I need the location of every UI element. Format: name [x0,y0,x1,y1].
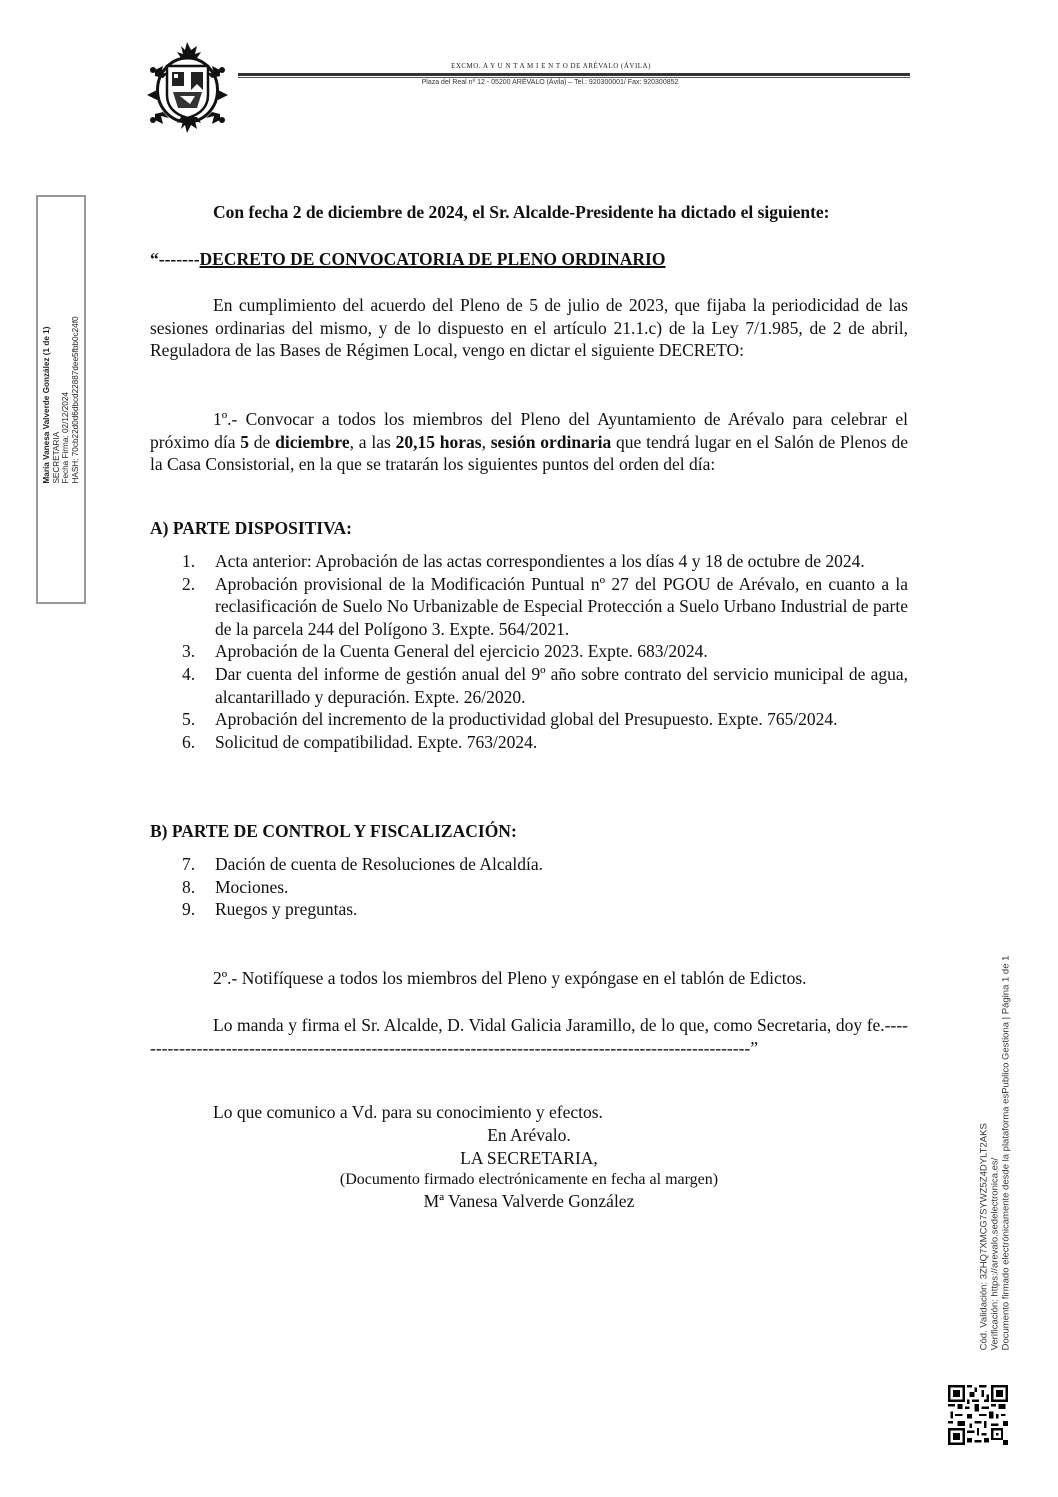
text-run: , [481,431,491,452]
bold-time: 20,15 horas [395,431,482,452]
agenda-item [150,853,908,876]
section-a-list [150,550,908,753]
signer-name: Mª Vanesa Valverde González [423,1191,635,1211]
bold-month: diciembre [275,431,350,452]
item-number: 1. [182,551,196,571]
signed-note: (Documento firmado electrónicamente en fecha al margen) [339,1171,719,1188]
letterhead-address: Plaza del Real nº 12 - 05200 ARÉVALO (Ávila) – Tel.: 920300001/ Fax: 920300852 [421,79,679,86]
letterhead-rule-thin [238,77,910,78]
item-number: 5. [182,709,196,730]
item-text: Ruegos y preguntas. [215,899,358,920]
stamp-date: Fecha Firma: 02/12/2024 [61,391,70,484]
agenda-item [150,663,908,708]
item-number: 3. [182,641,196,662]
agenda-item [150,550,908,573]
text-run: , a las [349,431,396,452]
item-number: 2. [182,573,196,594]
decree-prefix: “------- [150,249,200,269]
item-text: Aprobación del incremento de la productividad global del Presupuesto. Expte. 765/2024. [215,709,838,730]
decree-title: DECRETO DE CONVOCATORIA DE PLENO ORDINARIO [199,249,666,269]
stamp-hash: HASH: 70cb22d0d6dbcd22887dee5fbb0c24f0 [70,315,80,484]
validation-code: Cód. Validación: 3ZHQ7XMCG7SYWZ5Z4DYLT2AKS [978,1122,990,1350]
signer-role: LA SECRETARIA, [460,1148,598,1168]
item-text: Solicitud de compatibilidad. Expte. 763/2024. [215,731,538,752]
second-resolution-paragraph: 2º.- Notifíquese a todos los miembros del Pleno y expóngase en el tablón de Edictos. [213,968,807,988]
agenda-item [150,898,908,921]
section-a-title: A) PARTE DISPOSITIVA: [150,518,352,538]
letterhead-rule-thick [238,73,910,76]
stamp-role: SECRETARIA [51,431,61,484]
agenda-item [150,573,908,641]
letterhead-title: EXCMO. A Y U N T A M I E N T O DE ARÉVALO (ÁVILA) [451,62,651,70]
place-line: En Arévalo. [487,1125,571,1145]
item-text: Acta anterior: Aprobación de las actas correspondientes a los días 4 y 18 de octubre de 2024. [215,551,865,571]
agenda-item [150,876,908,899]
section-b-list [150,853,908,921]
item-text: Dación de cuenta de Resoluciones de Alcaldía. [215,854,544,874]
signature-stamp-text [42,316,80,483]
first-resolution-paragraph [150,408,908,476]
item-text: Mociones. [215,876,289,897]
municipal-crest-logo [145,40,230,135]
item-text: Aprobación de la Cuenta General del ejercicio 2023. Expte. 683/2024. [215,641,708,662]
item-number: 8. [182,876,196,897]
decree-heading [150,248,908,271]
section-b-title: B) PARTE DE CONTROL Y FISCALIZACIÓN: [150,821,517,841]
bold-session-type: sesión ordinaria [490,431,612,452]
text-run: 1º.- Convocar a todos los miembros del Pleno del Ayuntamiento de Arévalo para celebrar el próximo día [150,409,908,452]
qr-code-icon [948,1385,1008,1445]
stamp-signer-name: María Vanesa Valverde González (1 de 1) [42,326,51,484]
agenda-item [150,708,908,731]
platform-note: Documento firmado electrónicamente desde la plataforma esPublico Gestiona | Página 1 de 1 [1000,955,1012,1350]
item-number: 6. [182,731,196,752]
preamble-paragraph: En cumplimiento del acuerdo del Pleno de 5 de julio de 2023, que fijaba la periodicidad de las sesiones ordinarias del mismo, y de lo dispuesto en el artículo 21.1.c) de la Ley 7/1.985, de 2 de abril, Reguladora de las Bases de Régimen Local, vengo en dictar el siguiente DECRETO: [150,295,908,361]
signature-stamp-box [36,195,86,604]
text-run: de [249,431,276,452]
verification-block [975,930,1015,1375]
text-run: que tendrá lugar en el Salón de Plenos de la Casa Consistorial, en la que se tratarán los siguientes puntos del orden del día: [150,431,908,475]
agenda-item [150,731,908,754]
item-number: 7. [182,854,196,874]
communication-line: Lo que comunico a Vd. para su conocimiento y efectos. [213,1102,603,1122]
bold-day: 5 [240,431,250,452]
item-text: Dar cuenta del informe de gestión anual del 9º año sobre contrato del servicio municipal de agua, alcantarillado y depuración. Expte. 26/2020. [215,663,908,707]
agenda-item [150,640,908,663]
verification-url[interactable]: Verificación: https://arevalo.sedelectronica.es/ [989,1157,1001,1350]
item-text: Aprobación provisional de la Modificación Puntual nº 27 del PGOU de Arévalo, en cuanto a la reclasificación de Suelo No Urbanizable de Especial Protección a Suelo Urbano Industrial de parte de la parcela 244 del Polígono 3. Expte. 564/2021. [215,573,908,639]
closing-paragraph: Lo manda y firma el Sr. Alcalde, D. Vidal Galicia Jaramillo, de lo que, como Secretaria, doy fe.-----------------------------------------------------------------------------------------------------------” [150,1015,908,1058]
item-number: 4. [182,663,196,684]
item-number: 9. [182,899,196,920]
intro-line: Con fecha 2 de diciembre de 2024, el Sr. Alcalde-Presidente ha dictado el siguiente: [213,202,830,222]
